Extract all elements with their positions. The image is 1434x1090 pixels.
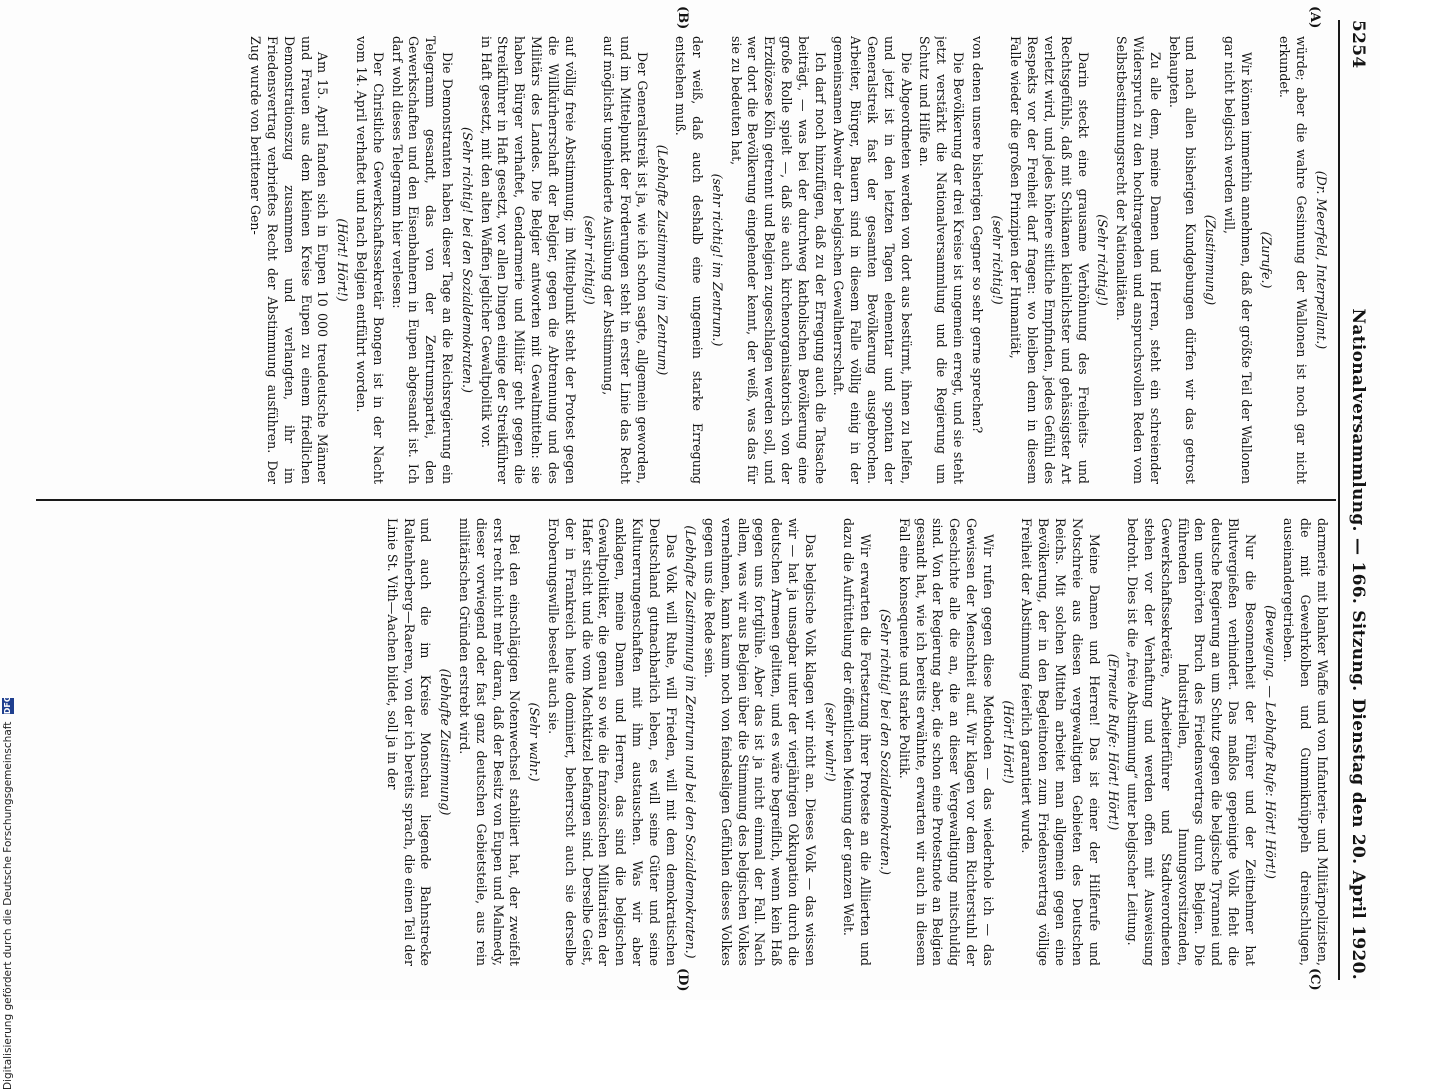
- margin-mark-d: (D): [675, 968, 690, 992]
- paragraph: auf völlig freie Abstimmung; im Mittelpunkt steht der Protest gegen die Willkürherrschaft der Belgier, gegen die Abtrennung und des Militärs des Landes. Die Belgier antworten mit Gewaltmitteln: sie haben Bürger verhaftet, Gendarmerie und Militär geht gegen die Streikführer in Haft gesetzt, vor allen Dingen einige der Streikführer in Haft gesetzt, mit den alten Waffen jeglicher Gewaltpolitik vor.: [478, 36, 578, 484]
- margin-mark-a: (A): [1307, 6, 1322, 29]
- interjection: (lebhafte Zustimmung): [438, 668, 454, 816]
- interjection: (sehr richtig!): [989, 215, 1005, 305]
- paragraph: Wir rufen gegen diese Methoden — das wiederhole ich — das Gewissen der Menschheit auf. Wir klagen vor dem Richterstuhl der Geschichte alle die an, die an dieser Vergewaltigung mitschuldig sind. Von der Regierung aber, die schon eine Protestnote an Belgien gesandt hat, wie ich bereits erwähnte, erwarten wir auch in diesem Fall eine konsequente und starke Politik.: [896, 518, 996, 966]
- paragraph: der weiß, daß auch deshalb eine ungemein starke Erregung entstehen muß.: [673, 36, 706, 484]
- paragraph: Der Generalstreik ist ja, wie ich schon sagte, allgemein geworden, und im Mittelpunkt der Forderungen steht in erster Linie das Recht auf möglichst ungehinderte Ausübung der Abstimmung,: [601, 36, 650, 484]
- page-header: [1342, 20, 1372, 980]
- paragraph: Die Bevölkerung der drei Kreise ist ungemein erregt, und sie steht jetzt verstärkt die Nationalversammlung und die Regierung um Schutz und Hilfe an.: [917, 36, 967, 484]
- interjection: (Erneute Rufe: Hört! Hört!): [1106, 653, 1122, 831]
- paragraph: und auch die im Kreise Monschau liegende Bahnstrecke Raltenherberg—Raeren, von der ich bereits sprach, die einen Teil der Linie St. Vith—Aachen bildet, soll ja in der: [384, 518, 434, 966]
- interjection: (Sehr wahr.): [527, 702, 543, 782]
- interjection: (Bewegung. — Lebhafte Rufe: Hört! Hört!): [1262, 605, 1278, 879]
- paragraph: Die Abgeordneten werden von dort aus bestürmt, ihnen zu helfen, und jetzt ist in den letzten Tagen elementar und spontan der Generalstreik fast der gesamten Bevölkerung ausgebrochen. Arbeiter, Bürger, Bauern sind in diesem Falle völlig einig in der gemeinsamen Abwehr der belgischen Gewaltherrschaft.: [831, 36, 914, 484]
- quoted-telegram: Nur die Besonnenheit der Führer und der Zeitnehmer hat Blutvergießen verhindert. Das maßlos gepeinigte Volk fleht die deutsche Regierung an um Schutz gegen die belgische Tyrannei und den unerhörten Bruch des Friedensvertrags durch Belgien. Die führenden Industriellen, Innungsvorsitzenden, Gewerkschaftssekretäre, Arbeiterführer und Stadtverordneten stehen vor der Verhaftung und werden offen mit Ausweisung bedroht. Dies ist die „freie Abstimmung“ unter belgischer Leitung.: [1125, 518, 1258, 966]
- interjection: (Hört! Hört!): [1000, 700, 1016, 784]
- paragraph: Bei den einschlägigen Notenwechsel stabiliert hat, der zweifelt erst recht nicht mehr daran, daß der Besitz von Eupen und Malmedy, dieser vorwiegend oder fast ganz deutschen Gebietsteile, aus rein militärischen Gründen erstrebt wird.: [456, 518, 523, 966]
- interjection: (sehr richtig!): [582, 215, 598, 305]
- interjection: (sehr wahr!): [822, 702, 838, 782]
- right-column: [40, 518, 1330, 966]
- paragraph: Darin steckt eine grausame Verhöhnung des Freiheits- und Rechtsgefühls, daß mit Schikanen kleinlichster und gehässigster Art verletzt wird, und jedes höhere sittliche Empfinden, jedes Gefühl des Respekts vor der Freiheit darf fragen: wo bleiben denn in diesem Falle wieder die großen Prinzipien der Humanität,: [1008, 36, 1091, 484]
- paragraph: Das belgische Volk klagen wir nicht an. Dieses Volk — das wissen wir — hat ja unsagbar unter der vierjährigen Okkupation durch die deutschen Armeen gelitten, und es wäre begreiflich, wenn kein Haß gegen uns fortglühe. Aber das ist ja nicht einmal der Fall. Nach allem, was wir aus Belgien über die Stimmung des belgischen Volkes vernehmen, kann kaum noch von feindseligen Gefühlen dieses Volkes gegen uns die Rede sein.: [702, 518, 818, 966]
- interjection: (Zurufe.): [1258, 231, 1274, 289]
- paragraph: würde; aber die wahre Gesinnung der Wallonen ist noch gar nicht erkundet.: [1277, 36, 1310, 484]
- session-title: Nationalversammlung. — 166. Sitzung.: [1348, 308, 1368, 692]
- margin-mark-c: (C): [1307, 968, 1322, 991]
- paragraph: Zu alle dem, meine Damen und Herren, steht ein schreiender Widerspruch zu den hochtragenden und anspruchsvollen Reden vom Selbstbestimmungsrecht der Nationalitäten.: [1114, 36, 1163, 484]
- left-column: [40, 36, 1330, 484]
- interjection: (Sehr richtig! bei den Sozialdemokraten.): [878, 609, 894, 875]
- quoted-telegram: darmerie mit blanker Waffe und von Infanterie- und Militärpolizisten, die mit Gewehrkolben und Gummiknüppeln dreinschlugen, auseinandergetrieben.: [1281, 518, 1330, 966]
- column-divider: [36, 499, 1336, 501]
- quoted-telegram: Der Christliche Gewerkschaftssekretär Bongen ist in der Nacht vom 14. April verhaftet und nach Belgien entführt worden.: [353, 36, 386, 484]
- header-rule: [1338, 20, 1340, 980]
- dfg-logo-icon: DFG: [3, 695, 12, 715]
- speaker-note: (Dr. Meerfeld, Interpellant.): [1314, 170, 1329, 350]
- page-number: 5254: [1348, 20, 1368, 69]
- paragraph: Meine Damen und Herren! Das ist einer der Hilferufe und Notschreie aus diesen vergewaltigten Gebieten des Deutschen Reichs. Mit solchen Mitteln arbeitet man allgemein gegen eine Bevölkerung, der in den Begleitnoten zum Friedensvertrag völlige Freiheit der Abstimmung feierlich garantiert wurde.: [1019, 518, 1102, 966]
- paragraph: von denen unsere bisherigen Gegner so sehr gerne sprechen?: [969, 36, 985, 434]
- digitization-credit: [2, 200, 16, 1090]
- margin-mark-b: (B): [675, 6, 690, 30]
- paragraph: Wir können immerhin annehmen, daß der größte Teil der Wallonen gar nicht belgisch werden will,: [1222, 36, 1254, 484]
- interjection: (Lebhafte Zustimmung im Zentrum und bei den Sozialdemokraten.): [683, 525, 699, 959]
- interjection: (sehr richtig! im Zentrum.): [709, 173, 725, 347]
- paragraph: und nach allen bisherigen Kundgebungen dürfen wir das getrost behaupten.: [1166, 36, 1199, 484]
- interjection: (Lebhafte Zustimmung im Zentrum): [654, 144, 670, 376]
- paragraph: Die Demonstranten haben dieser Tage an die Reichsregierung ein Telegramm gesandt, das von der Zentrumspartei, den Gewerkschaften und den Eisenbahnern in Eupen abgesandt ist. Ich darf wohl dieses Telegramm hier verlesen:: [389, 36, 455, 484]
- quoted-telegram: Am 15. April fanden sich in Eupen 10 000 treudeutsche Männer und Frauen aus dem kleinen Kreise Eupen zu einem friedlichen Demonstrationszug zusammen und verlangten, ihr im Friedensvertrag verbrieftes Recht der Abstimmung ausführen. Der Zug wurde von berittener Gen-: [248, 36, 331, 484]
- paragraph: Ich darf noch hinzufügen, daß zu der Erregung auch die Tatsache beiträgt, — was bei der durchweg katholischen Bevölkerung eine große Rolle spielt —, daß sie auch kirchenorganisatorisch von der Erzdiözese Köln getrennt und Belgien zugeschlagen werden soll, und wer dort die Bevölkerung eingehender kennt, der weiß, was das für sie zu bedeuten hat,: [728, 36, 828, 484]
- interjection: (Zustimmung): [1203, 214, 1219, 306]
- interjection: (Sehr richtig!): [1095, 214, 1111, 306]
- interjection: (Hört! Hört!): [335, 218, 351, 302]
- paragraph: Das Volk will Ruhe, will Frieden, will mit dem demokratischen Deutschland gutnachbarlich leben, es will seine Güter und seine Kulturerrungenschaften mit ihm austauschen. Was wir aber anklagen, meine Damen und Herren, das sind die belgischen Gewaltpolitiker, die genau so wie die französischen Militaristen der Hafer sticht und die vom Machtkitzel befangen sind. Derselbe Geist, der in Frankreich heute dominiert, beherrscht auch sie derselbe Eroberungswille beseelt auch sie.: [545, 518, 679, 966]
- credit-text: Digitalisierung gefördert durch die Deutsche Forschungsgemeinschaft: [2, 721, 14, 1090]
- interjection: (Sehr richtig! bei den Sozialdemokraten.): [459, 127, 475, 393]
- paragraph: Wir erwarten die Fortsetzung ihrer Proteste an die Alliierten und dazu die Aufrüttelung der öffentlichen Meinung der ganzen Welt.: [841, 518, 874, 966]
- session-date: Dienstag den 20. April 1920.: [1348, 698, 1368, 980]
